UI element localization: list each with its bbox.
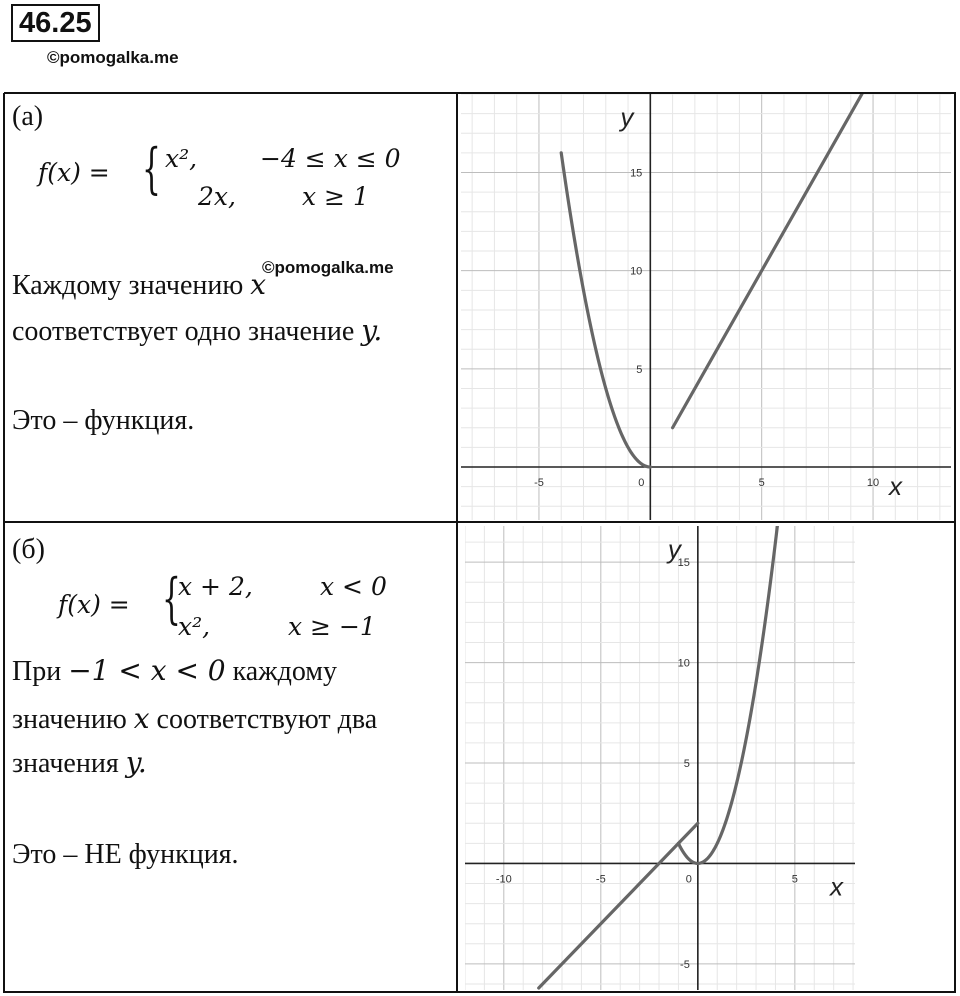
graph-a-x-tick-label: 0 — [638, 476, 645, 489]
part-b-text-line3-word: значения — [12, 748, 119, 779]
part-a-text-line2-var: y. — [361, 314, 383, 347]
part-a-brace: { — [142, 137, 161, 200]
graph-a-y-tick-label: 15 — [630, 167, 643, 180]
graph-a-y-axis-label: y — [620, 102, 634, 132]
part-b-formula — [58, 567, 438, 650]
part-a-formula — [38, 138, 438, 218]
part-b-text-line2 — [12, 702, 377, 736]
part-b-text-line3 — [12, 746, 147, 780]
part-b-label: (б) — [12, 534, 45, 565]
graph-b-series-1-curve — [539, 823, 698, 988]
graph-b-y-tick-label: 10 — [677, 657, 690, 670]
part-b-brace: { — [162, 567, 181, 630]
part-a-text-line1-words: Каждому значению — [12, 270, 244, 301]
graph-b-series-2-curve — [678, 526, 777, 863]
part-a-case2-cond: x ≥ 1 — [302, 182, 369, 211]
graph-a-y-tick-label: 10 — [630, 265, 643, 278]
graph-a-y-tick-label: 5 — [636, 363, 643, 376]
table-border-left — [3, 93, 5, 993]
part-b-text-line1 — [12, 654, 337, 688]
part-a-case1-cond: −4 ≤ x ≤ 0 — [260, 144, 401, 173]
part-b-graph — [465, 526, 855, 990]
graph-b-y-axis-label: y — [667, 534, 681, 564]
graph-b-y-tick-label: 15 — [677, 557, 690, 570]
part-b-case2-cond: x ≥ −1 — [288, 612, 376, 641]
graph-b-x-tick-label: 0 — [685, 873, 692, 886]
graph-b-y-tick-label: 5 — [683, 758, 690, 771]
part-a-label: (а) — [12, 101, 44, 132]
table-border-right — [954, 93, 956, 993]
part-b-text-line2-word: значению — [12, 704, 127, 735]
table-column-divider — [456, 93, 458, 993]
graph-b-x-tick-label: -10 — [495, 873, 512, 886]
table-row-divider — [4, 521, 956, 523]
graph-a-series-2-curve — [673, 94, 862, 428]
part-a-conclusion: Это – функция. — [12, 405, 195, 436]
graph-b-x-tick-label: -5 — [595, 873, 606, 886]
part-b-text-line3-var: y. — [125, 746, 147, 779]
graph-a-x-tick-label: -5 — [534, 476, 544, 489]
watermark-mid: ©pomogalka.me — [262, 258, 394, 277]
part-b-case2-expr: x², — [178, 612, 211, 641]
part-a-text-line2 — [12, 314, 382, 348]
part-b-case1-cond: x < 0 — [320, 572, 387, 601]
graph-a-x-axis-label: x — [889, 470, 902, 501]
part-a-formula-lhs: f(x) = — [38, 158, 110, 187]
problem-number: 46.25 — [11, 4, 100, 42]
graph-b-y-tick-label: -5 — [680, 958, 690, 971]
part-a-text-line1 — [12, 268, 266, 302]
graph-b-x-axis-label: x — [830, 871, 843, 902]
part-b-text-line2-var: x — [133, 702, 150, 735]
part-b-text-line1-word: При — [12, 656, 62, 687]
part-a-case1-expr: x², — [165, 144, 198, 173]
part-b-text-line1-math: −1 < x < 0 — [68, 654, 226, 687]
part-b-case1-expr: x + 2, — [178, 572, 253, 601]
part-a-graph — [461, 94, 951, 520]
part-a-case2-expr: 2x, — [198, 182, 236, 211]
part-b-text-line2-rest: соответствуют два — [156, 704, 378, 735]
table-border-bottom — [4, 991, 956, 993]
part-b-conclusion: Это – НЕ функция. — [12, 839, 239, 870]
graph-a-x-tick-label: 5 — [758, 476, 765, 489]
part-b-formula-lhs: f(x) = — [58, 590, 130, 619]
part-b-text-line1-rest: каждому — [232, 656, 338, 687]
part-a-text-line1-var: x — [250, 268, 267, 301]
part-a-text-line2-words: соответствует одно значение — [12, 316, 355, 347]
watermark-top: ©pomogalka.me — [47, 48, 179, 67]
graph-b-x-tick-label: 5 — [791, 873, 798, 886]
graph-a-x-tick-label: 10 — [866, 476, 880, 489]
